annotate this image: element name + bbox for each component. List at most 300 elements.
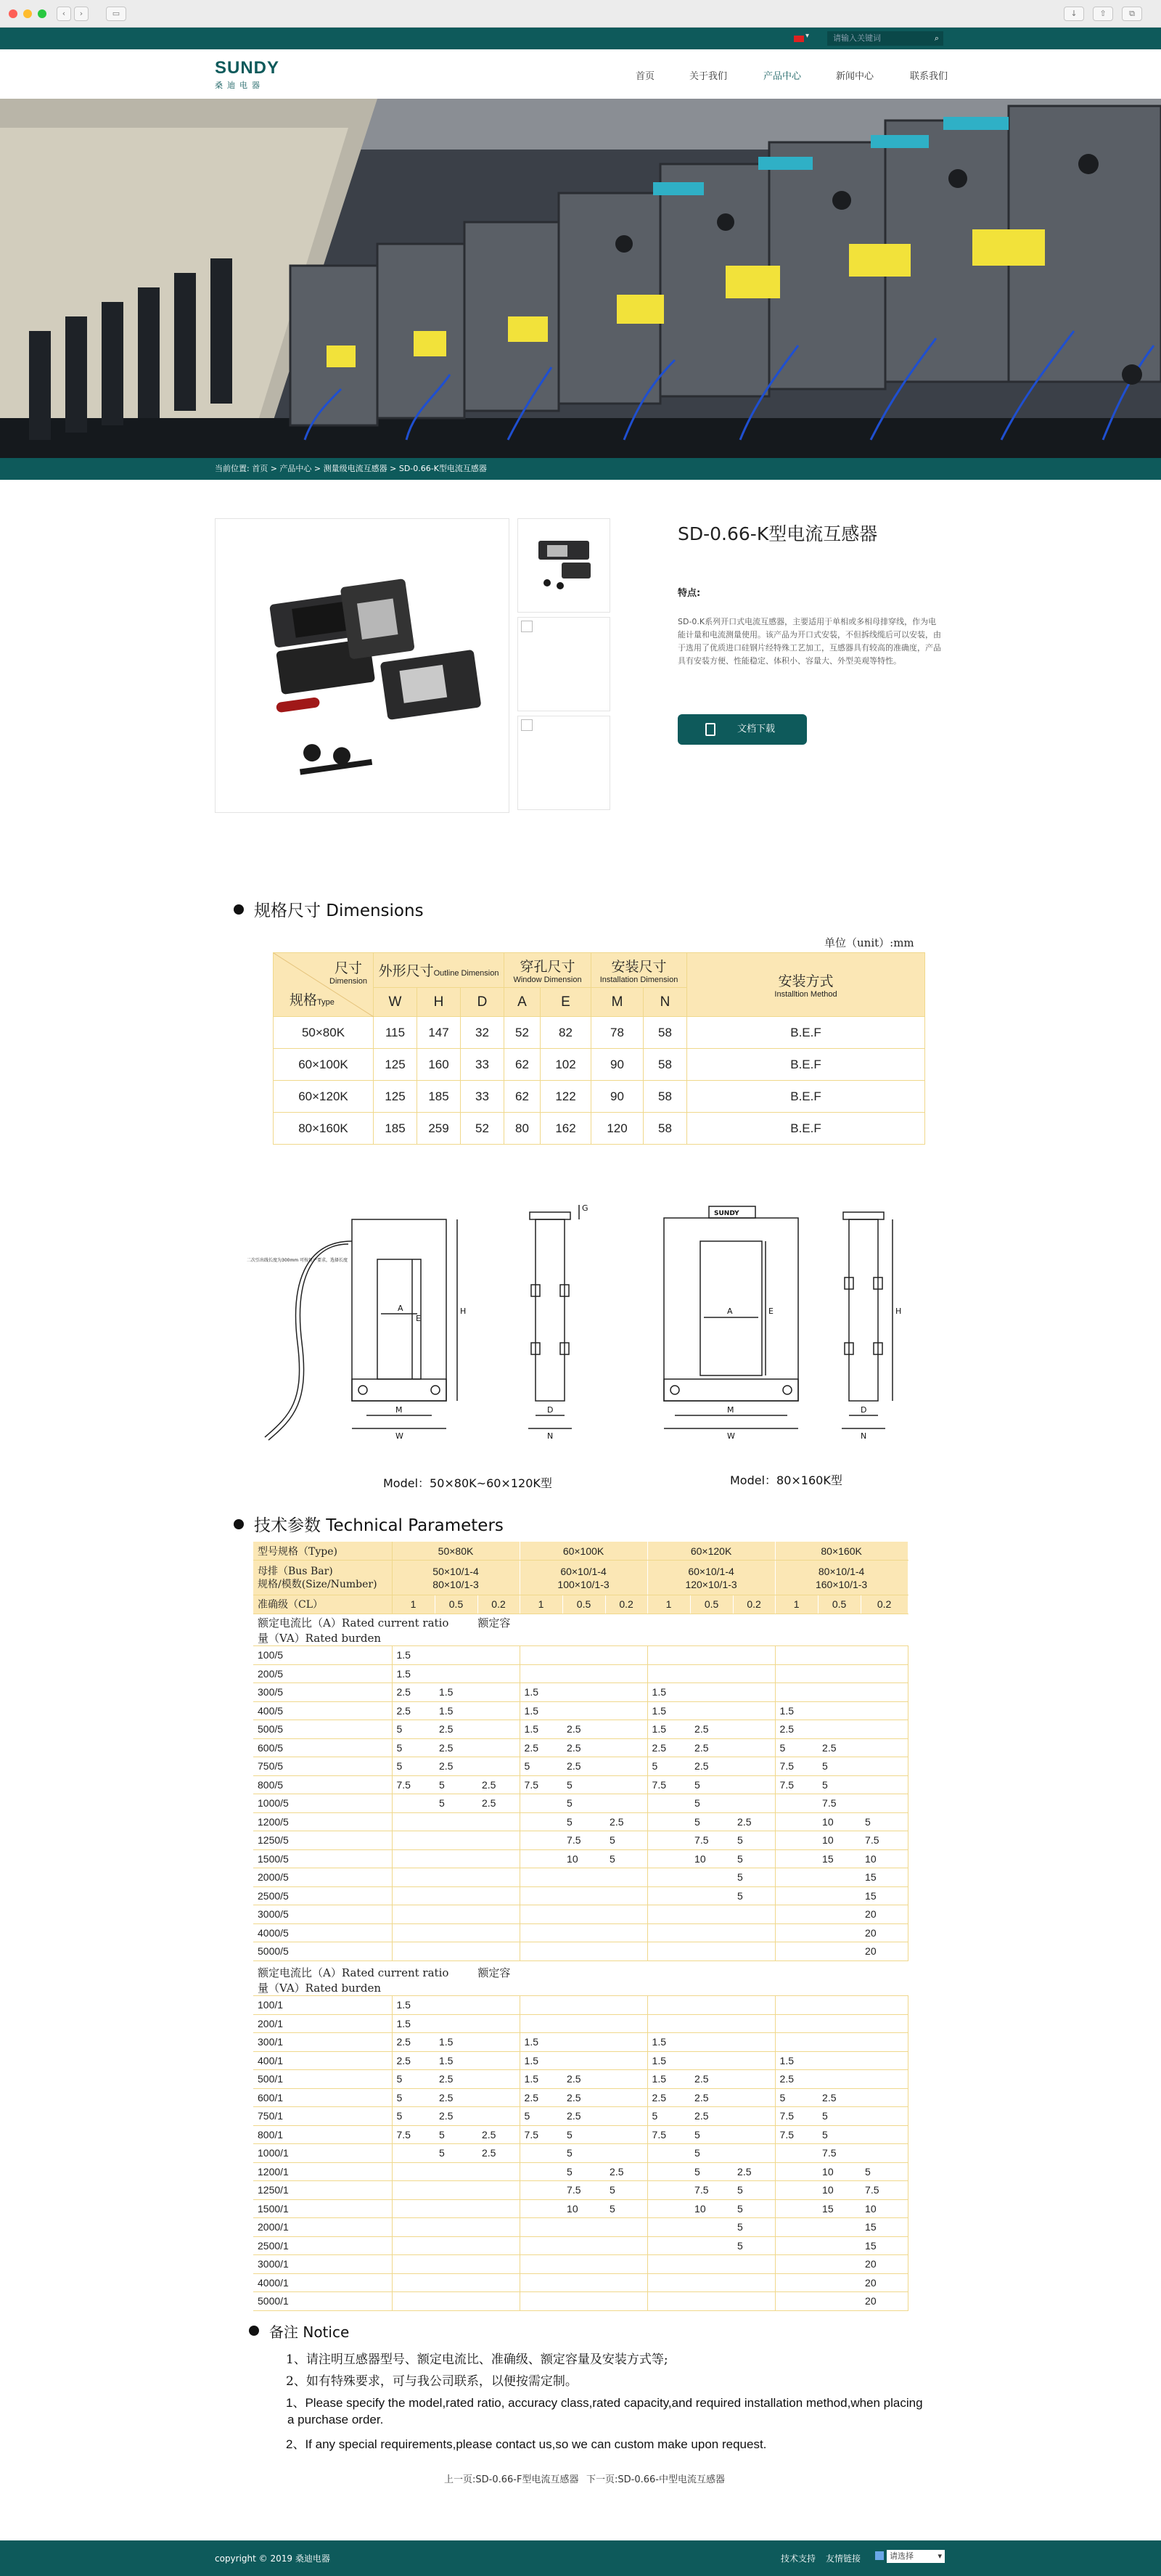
dimension-value-cell: 125 — [374, 1049, 417, 1081]
dimension-value-cell: 115 — [374, 1017, 417, 1049]
bullet-icon — [234, 1519, 244, 1529]
burden-cell — [647, 1849, 690, 1868]
burden-cell: 7.5 — [690, 1831, 733, 1850]
burden-cell — [690, 1996, 733, 2015]
burden-cell — [562, 2273, 605, 2292]
type-dimension-header: 尺寸 Dimension 规格Type — [274, 953, 374, 1017]
nav-about[interactable]: 关于我们 — [689, 71, 728, 82]
rating-row — [253, 1794, 908, 1813]
burden-cell — [647, 1923, 690, 1942]
burden-cell: 2.5 — [392, 2051, 435, 2070]
burden-cell — [562, 1996, 605, 2015]
dimension-value-cell: 120 — [591, 1113, 644, 1145]
share-icon[interactable]: ⇧ — [1093, 7, 1113, 21]
rating-row — [253, 1868, 908, 1887]
burden-cell: 2.5 — [605, 2162, 647, 2181]
rating-row — [253, 2199, 908, 2218]
dimension-value-cell: 185 — [417, 1081, 461, 1113]
ratio-cell: 5000/5 — [253, 1942, 392, 1961]
dimension-value-cell: 62 — [504, 1049, 541, 1081]
dimension-value-cell: B.E.F — [687, 1049, 925, 1081]
burden-cell — [520, 2014, 562, 2033]
rating-row — [253, 1720, 908, 1739]
image-placeholder-icon — [521, 719, 533, 731]
burden-cell — [435, 1868, 477, 1887]
burden-cell — [733, 1701, 775, 1720]
rating-row — [253, 2273, 908, 2292]
subheader-spacer — [520, 1965, 908, 1996]
rating-row — [253, 1849, 908, 1868]
burden-cell: 1.5 — [647, 2033, 690, 2052]
burden-cell: 5 — [818, 1757, 861, 1776]
rating-row — [253, 1886, 908, 1905]
ratio-cell: 500/5 — [253, 1720, 392, 1739]
dimension-value-cell: 90 — [591, 1049, 644, 1081]
product-thumbnail-3[interactable] — [517, 716, 610, 810]
ratio-cell: 2500/5 — [253, 1886, 392, 1905]
burden-cell — [605, 1923, 647, 1942]
rating-row — [253, 2070, 908, 2089]
browser-toolbar — [0, 0, 1161, 28]
rating-row — [253, 1831, 908, 1850]
burden-cell — [562, 2033, 605, 2052]
burden-cell — [477, 1886, 520, 1905]
burden-cell — [818, 1886, 861, 1905]
burden-cell — [647, 2181, 690, 2200]
burden-cell — [647, 1664, 690, 1683]
burden-cell — [861, 2088, 908, 2107]
burden-cell — [733, 1775, 775, 1794]
drawing-label-h: H — [460, 1307, 467, 1316]
burden-cell: 10 — [690, 2199, 733, 2218]
logo-cn: 桑迪电器 — [215, 81, 264, 90]
burden-cell: 1.5 — [520, 2070, 562, 2089]
burden-cell — [392, 2292, 435, 2311]
burden-cell — [477, 2162, 520, 2181]
logo[interactable] — [215, 58, 279, 91]
burden-cell — [477, 2181, 520, 2200]
burden-cell — [605, 2273, 647, 2292]
ratio-cell: 1200/1 — [253, 2162, 392, 2181]
burden-cell: 5 — [392, 2088, 435, 2107]
ratio-cell: 200/1 — [253, 2014, 392, 2033]
col-d: D — [461, 988, 504, 1017]
burden-cell: 10 — [562, 1849, 605, 1868]
burden-cell: 7.5 — [775, 2125, 818, 2144]
burden-cell — [477, 1757, 520, 1776]
footer-links-label[interactable]: 友情链接 — [826, 2553, 861, 2564]
burden-cell: 20 — [861, 1923, 908, 1942]
burden-cell — [435, 1942, 477, 1961]
dimension-value-cell: 160 — [417, 1049, 461, 1081]
burden-cell — [775, 2014, 818, 2033]
burden-cell — [520, 1942, 562, 1961]
prev-link[interactable]: 上一页:SD-0.66-F型电流互感器 — [444, 2474, 579, 2485]
burden-cell — [861, 2033, 908, 2052]
dimension-type-cell: 60×120K — [274, 1081, 374, 1113]
rating-row — [253, 1905, 908, 1924]
ratio-cell: 200/5 — [253, 1664, 392, 1683]
site-footer — [0, 2540, 1161, 2576]
burden-cell: 1.5 — [520, 2051, 562, 2070]
burden-cell — [690, 2255, 733, 2274]
burden-cell: 2.5 — [690, 1757, 733, 1776]
burden-cell — [861, 2014, 908, 2033]
ratio-cell: 300/5 — [253, 1683, 392, 1702]
burden-cell — [733, 1905, 775, 1924]
burden-cell — [562, 1664, 605, 1683]
sidebar-toggle-icon[interactable]: ▭ — [106, 7, 126, 21]
burden-cell — [477, 1646, 520, 1665]
rating-row — [253, 2236, 908, 2255]
burden-cell: 20 — [861, 1942, 908, 1961]
drawing-label-e2: E — [768, 1307, 774, 1316]
burden-cell — [647, 2236, 690, 2255]
drawing-label-d2: D — [861, 1405, 867, 1415]
burden-cell — [733, 2033, 775, 2052]
burden-cell — [818, 2273, 861, 2292]
nav-news[interactable]: 新闻中心 — [836, 71, 874, 82]
burden-cell — [733, 2273, 775, 2292]
dimension-value-cell: 185 — [374, 1113, 417, 1145]
search-icon[interactable]: ⌕ — [934, 33, 939, 43]
rating-row — [253, 1757, 908, 1776]
drawing-label-w: W — [395, 1431, 403, 1441]
burden-cell — [605, 1664, 647, 1683]
drawing-label-e: E — [416, 1314, 421, 1323]
burden-cell: 1.5 — [435, 1701, 477, 1720]
burden-cell — [520, 2218, 562, 2237]
burden-cell — [562, 1923, 605, 1942]
breadcrumb[interactable]: 当前位置: 首页 > 产品中心 > 测量级电流互感器 > SD-0.66-K型电流互感器 — [215, 464, 487, 473]
burden-cell — [861, 2070, 908, 2089]
burden-cell — [775, 2162, 818, 2181]
burden-cell: 1.5 — [392, 1646, 435, 1665]
busbar-60x120k: 60×10/1-4 120×10/1-3 — [647, 1561, 775, 1595]
cl-value: 1 — [392, 1595, 435, 1614]
burden-cell — [861, 1664, 908, 1683]
burden-cell — [392, 2144, 435, 2163]
ratio-cell: 600/1 — [253, 2088, 392, 2107]
burden-cell — [605, 2125, 647, 2144]
burden-cell — [520, 1849, 562, 1868]
burden-cell — [520, 2236, 562, 2255]
burden-cell — [435, 2014, 477, 2033]
burden-cell: 2.5 — [435, 2070, 477, 2089]
burden-cell: 5 — [690, 1775, 733, 1794]
burden-cell: 7.5 — [520, 2125, 562, 2144]
burden-cell — [733, 2144, 775, 2163]
burden-cell — [605, 1794, 647, 1813]
burden-cell: 7.5 — [818, 1794, 861, 1813]
burden-cell — [605, 1868, 647, 1887]
burden-cell: 5 — [435, 1794, 477, 1813]
burden-cell: 5 — [733, 2236, 775, 2255]
dimension-value-cell: 125 — [374, 1081, 417, 1113]
burden-cell — [477, 2255, 520, 2274]
download-label: 文档下载 — [737, 724, 776, 735]
burden-cell — [733, 1720, 775, 1739]
burden-cell — [775, 1905, 818, 1924]
caption-left: Model：50×80K~60×120K型 — [383, 1476, 552, 1490]
burden-cell — [435, 1923, 477, 1942]
burden-cell: 2.5 — [690, 2107, 733, 2126]
burden-cell — [775, 1996, 818, 2015]
burden-cell — [818, 2218, 861, 2237]
dimension-row — [274, 1081, 925, 1113]
nav-contact[interactable]: 联系我们 — [910, 71, 948, 82]
burden-cell: 2.5 — [477, 1794, 520, 1813]
language-select[interactable]: 请选择 ▾ — [887, 2550, 945, 2563]
burden-cell — [562, 1942, 605, 1961]
ratio-cell: 4000/5 — [253, 1923, 392, 1942]
burden-cell: 5 — [647, 2107, 690, 2126]
ratio-cell: 400/1 — [253, 2051, 392, 2070]
burden-cell: 2.5 — [647, 2088, 690, 2107]
burden-cell: 5 — [435, 1775, 477, 1794]
busbar-60x100k: 60×10/1-4 100×10/1-3 — [520, 1561, 647, 1595]
burden-cell — [775, 1923, 818, 1942]
type-60x120k: 60×120K — [647, 1542, 775, 1561]
ratio-cell: 2000/5 — [253, 1868, 392, 1887]
burden-cell — [477, 2014, 520, 2033]
installation-method-header: 安装方式 Installtion Method — [687, 953, 925, 1017]
rating-row — [253, 2218, 908, 2237]
ratio-cell: 100/1 — [253, 1996, 392, 2015]
minimize-window-icon[interactable] — [23, 9, 32, 18]
burden-cell: 15 — [861, 2236, 908, 2255]
burden-cell: 2.5 — [435, 2088, 477, 2107]
ratio-cell: 1500/5 — [253, 1849, 392, 1868]
burden-cell: 5 — [562, 1794, 605, 1813]
burden-cell — [818, 1701, 861, 1720]
burden-cell — [733, 1757, 775, 1776]
burden-cell — [647, 2162, 690, 2181]
burden-cell — [818, 1683, 861, 1702]
product-thumbnail-2[interactable] — [517, 617, 610, 711]
burden-cell: 1.5 — [520, 1683, 562, 1702]
burden-cell — [818, 2070, 861, 2089]
burden-cell — [435, 1996, 477, 2015]
burden-cell — [435, 2236, 477, 2255]
burden-cell — [605, 2236, 647, 2255]
burden-cell — [647, 2292, 690, 2311]
burden-cell — [647, 1905, 690, 1924]
burden-cell: 2.5 — [392, 1683, 435, 1702]
burden-cell: 20 — [861, 2292, 908, 2311]
burden-cell — [733, 2255, 775, 2274]
dimension-value-cell: 33 — [461, 1049, 504, 1081]
download-button[interactable] — [678, 714, 807, 745]
language-caret[interactable]: ▾ — [805, 32, 810, 40]
busbar-50x80k: 50×10/1-4 80×10/1-3 — [392, 1561, 520, 1595]
ratio-cell: 1000/5 — [253, 1794, 392, 1813]
download-icon[interactable]: ↓ — [1064, 7, 1084, 21]
burden-cell — [435, 1849, 477, 1868]
dimension-value-cell: 32 — [461, 1017, 504, 1049]
outline-dimension-header: 外形尺寸Outline Dimension — [374, 953, 504, 988]
burden-cell — [562, 2014, 605, 2033]
burden-cell — [435, 2218, 477, 2237]
burden-cell — [775, 2033, 818, 2052]
caption-right: Model：80×160K型 — [730, 1473, 842, 1487]
burden-cell — [392, 2199, 435, 2218]
ratio-cell: 500/1 — [253, 2070, 392, 2089]
burden-cell — [392, 1794, 435, 1813]
nav-home[interactable]: 首页 — [636, 71, 655, 82]
burden-cell — [605, 1646, 647, 1665]
burden-cell: 5 — [605, 2199, 647, 2218]
burden-cell — [861, 1720, 908, 1739]
burden-cell: 1.5 — [392, 1996, 435, 2015]
burden-cell — [733, 1738, 775, 1757]
busbar-80x160k: 80×10/1-4 160×10/1-3 — [775, 1561, 908, 1595]
burden-cell: 2.5 — [775, 2070, 818, 2089]
close-window-icon[interactable] — [9, 9, 17, 18]
top-bar — [0, 28, 1161, 49]
product-thumbnail-1[interactable] — [517, 518, 610, 613]
burden-cell — [435, 2199, 477, 2218]
subheader-ratio: 额定电流比（A）Rated current ratio 额定容量（VA）Rated burden — [253, 1965, 520, 1996]
burden-cell: 2.5 — [733, 2162, 775, 2181]
burden-cell: 10 — [818, 2181, 861, 2200]
burden-cell — [477, 1923, 520, 1942]
burden-cell: 2.5 — [647, 1738, 690, 1757]
burden-cell: 5 — [818, 2125, 861, 2144]
burden-cell: 1.5 — [392, 2014, 435, 2033]
ratio-cell: 600/5 — [253, 1738, 392, 1757]
burden-cell — [562, 2236, 605, 2255]
copyright: copyright © 2019 桑迪电器 — [215, 2553, 330, 2564]
burden-cell — [861, 1646, 908, 1665]
rating-row — [253, 2051, 908, 2070]
ratio-cell: 100/5 — [253, 1646, 392, 1665]
dimension-value-cell: B.E.F — [687, 1113, 925, 1145]
burden-cell — [775, 2236, 818, 2255]
drawing-label-w2: W — [727, 1431, 735, 1441]
burden-cell: 10 — [861, 2199, 908, 2218]
nav-products[interactable]: 产品中心 — [763, 71, 802, 82]
ratio-cell: 2000/1 — [253, 2218, 392, 2237]
burden-cell — [605, 2033, 647, 2052]
back-button[interactable]: ‹ — [57, 7, 71, 21]
burden-cell — [605, 1757, 647, 1776]
drawing-label-d: D — [547, 1405, 554, 1415]
burden-cell — [520, 2255, 562, 2274]
burden-cell — [605, 2218, 647, 2237]
forward-button[interactable]: › — [74, 7, 89, 21]
ratio-cell: 3000/1 — [253, 2255, 392, 2274]
burden-cell — [861, 2125, 908, 2144]
burden-cell: 5 — [520, 2107, 562, 2126]
burden-cell: 2.5 — [477, 2125, 520, 2144]
burden-cell — [477, 2199, 520, 2218]
burden-cell — [605, 2144, 647, 2163]
burden-cell: 2.5 — [775, 1720, 818, 1739]
flag-icon[interactable] — [794, 36, 804, 42]
dimension-value-cell: 58 — [644, 1049, 687, 1081]
burden-cell: 2.5 — [392, 2033, 435, 2052]
burden-cell: 7.5 — [818, 2144, 861, 2163]
maximize-window-icon[interactable] — [38, 9, 46, 18]
burden-cell — [520, 2273, 562, 2292]
burden-cell — [477, 1849, 520, 1868]
burden-cell — [392, 2181, 435, 2200]
dimension-value-cell: 58 — [644, 1081, 687, 1113]
burden-cell — [647, 2199, 690, 2218]
dimension-value-cell: 78 — [591, 1017, 644, 1049]
product-main-image[interactable] — [215, 518, 509, 813]
burden-cell — [818, 1942, 861, 1961]
next-link[interactable]: 下一页:SD-0.66-中型电流互感器 — [586, 2474, 725, 2485]
burden-cell — [647, 1942, 690, 1961]
burden-cell — [775, 1812, 818, 1831]
burden-cell — [690, 1664, 733, 1683]
burden-cell — [392, 1849, 435, 1868]
burden-cell: 1.5 — [775, 1701, 818, 1720]
dimension-row — [274, 1113, 925, 1145]
burden-cell: 5 — [818, 1775, 861, 1794]
burden-cell — [392, 1923, 435, 1942]
type-60x100k: 60×100K — [520, 1542, 647, 1561]
burden-cell: 2.5 — [818, 2088, 861, 2107]
burden-cell — [520, 1794, 562, 1813]
dimension-value-cell: 80 — [504, 1113, 541, 1145]
burden-cell: 1.5 — [520, 1720, 562, 1739]
burden-cell — [477, 1905, 520, 1924]
burden-cell — [861, 1794, 908, 1813]
burden-cell: 2.5 — [477, 1775, 520, 1794]
search-input[interactable] — [827, 31, 943, 46]
cl-value: 0.5 — [690, 1595, 733, 1614]
burden-cell: 5 — [690, 2125, 733, 2144]
burden-cell: 2.5 — [818, 1738, 861, 1757]
burden-cell — [477, 2236, 520, 2255]
burden-cell — [477, 2218, 520, 2237]
tabs-icon[interactable]: ⧉ — [1122, 7, 1142, 21]
burden-cell — [775, 1831, 818, 1850]
footer-support-link[interactable]: 技术支持 — [781, 2553, 816, 2564]
burden-cell: 10 — [562, 2199, 605, 2218]
rating-row — [253, 1996, 908, 2015]
ratio-cell: 1200/5 — [253, 1812, 392, 1831]
burden-cell — [562, 2255, 605, 2274]
burden-cell: 5 — [562, 1775, 605, 1794]
rating-row — [253, 2292, 908, 2311]
burden-cell — [733, 1794, 775, 1813]
dimension-value-cell: 58 — [644, 1113, 687, 1145]
burden-cell: 5 — [392, 1757, 435, 1776]
dimension-value-cell: 147 — [417, 1017, 461, 1049]
burden-cell — [605, 1738, 647, 1757]
dimensions-heading: 规格尺寸 Dimensions — [234, 897, 424, 921]
burden-cell — [562, 1868, 605, 1887]
burden-cell — [775, 1794, 818, 1813]
drawing-label-n: N — [547, 1431, 554, 1441]
rating-row — [253, 1923, 908, 1942]
rating-row — [253, 2088, 908, 2107]
burden-cell: 15 — [818, 2199, 861, 2218]
burden-cell: 5 — [733, 1849, 775, 1868]
cl-value: 0.5 — [818, 1595, 861, 1614]
burden-cell: 2.5 — [690, 2070, 733, 2089]
cl-value: 0.5 — [435, 1595, 477, 1614]
burden-cell: 2.5 — [392, 1701, 435, 1720]
drawing-label-g: G — [582, 1203, 588, 1213]
burden-cell — [477, 2107, 520, 2126]
tech-table-1a — [253, 1965, 908, 2311]
tech-heading: 技术参数 Technical Parameters — [234, 1512, 504, 1536]
